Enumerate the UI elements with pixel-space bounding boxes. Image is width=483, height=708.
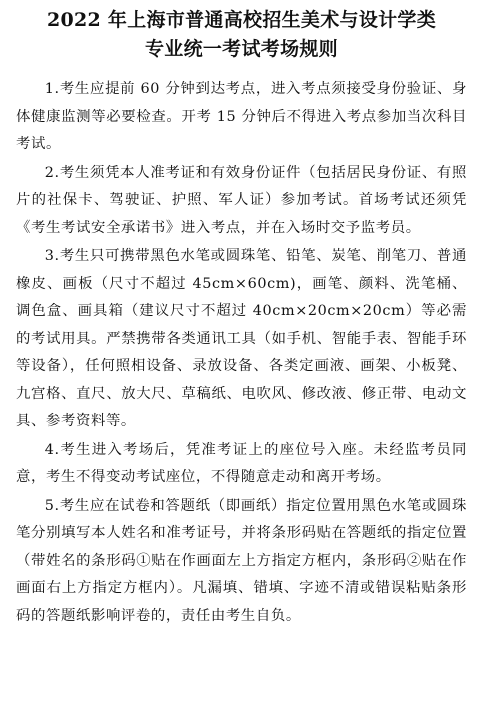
rule-5: 5.考生应在试卷和答题纸（即画纸）指定位置用黑色水笔或圆珠笔分别填写本人姓名和准考证号，并将条形码贴在答题纸的指定位置（带姓名的条形码①贴在作画面左上方指定方框内，条形码②贴在作画面右上方指定方框内）。凡漏填、错填、字迹不清或错误粘贴条形码的答题纸影响评卷的，责任由考生自负。 bbox=[16, 497, 467, 624]
rule-2: 2.考生须凭本人准考证和有效身份证件（包括居民身份证、有照片的社保卡、驾驶证、护照、军人证）参加考试。首场考试还须凭《考生考试安全承诺书》进入考点，并在入场时交予监考员。 bbox=[16, 164, 467, 236]
document-title bbox=[16, 6, 467, 64]
title-line-2: 专业统一考试考场规则 bbox=[144, 38, 338, 60]
rule-3: 3.考生只可携带黑色水笔或圆珠笔、铅笔、炭笔、削笔刀、普通橡皮、画板（尺寸不超过 45cm×60cm)，画笔、颜料、洗笔桶、调色盒、画具箱（建议尺寸不超过 40cm×20cm×20cm）等必需的考试用具。严禁携带各类通讯工具（如手机、智能手表、智能手环等设备），任何照相设备、录放设备、各类定画液、画架、小板凳、九宫格、直尺、放大尺、草稿纸、电吹风、修改液、修正带、电动文具、参考资料等。 bbox=[16, 248, 467, 429]
rules-list bbox=[16, 76, 467, 630]
title-line-1: 2022 年上海市普通高校招生美术与设计学类 bbox=[46, 9, 437, 31]
rule-4: 4.考生进入考场后，凭准考证上的座位号入座。未经监考员同意，考生不得变动考试座位，不得随意走动和离开考场。 bbox=[16, 441, 467, 485]
rule-1: 1.考生应提前 60 分钟到达考点，进入考点须接受身份验证、身体健康监测等必要检查。开考 15 分钟后不得进入考点参加当次科目考试。 bbox=[16, 81, 467, 152]
